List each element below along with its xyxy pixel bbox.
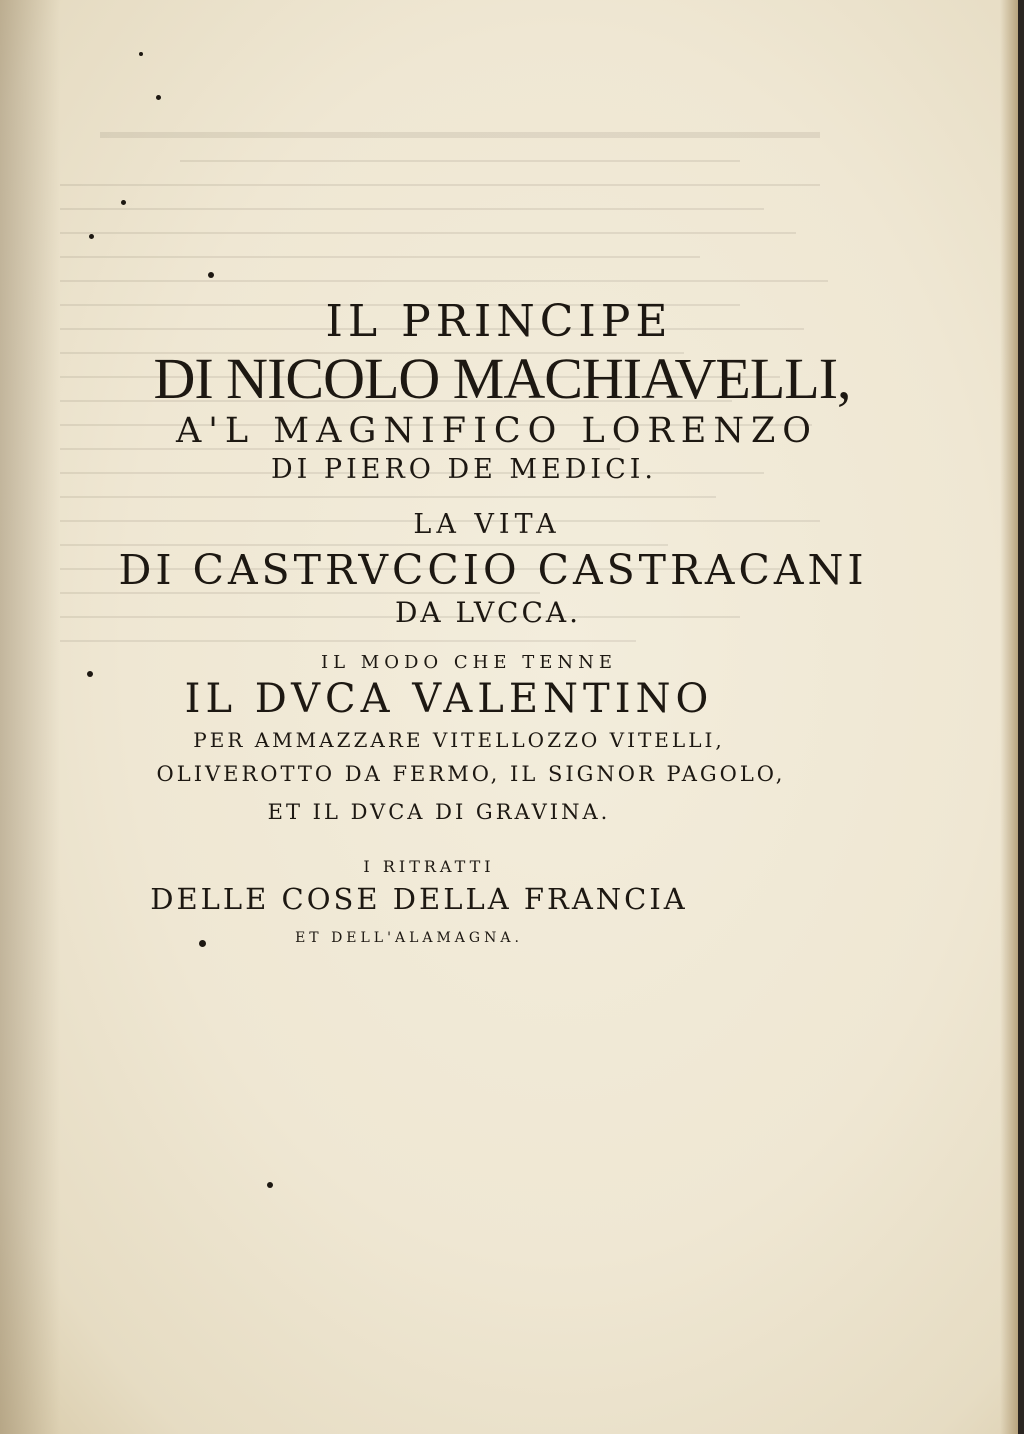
title-line-duca-valentino: IL DVCA VALENTINO <box>184 676 714 722</box>
title-line-il-modo: IL MODO CHE TENNE <box>321 652 617 673</box>
title-line-oliverotto: OLIVEROTTO DA FERMO, IL SIGNOR PAGOLO, <box>156 762 786 786</box>
title-line-dedicatee: DI PIERO DE MEDICI. <box>271 454 657 485</box>
title-line-lucca: DA LVCCA. <box>394 596 582 629</box>
ink-speck <box>121 200 126 205</box>
title-line-vitellozzo: PER AMMAZZARE VITELLOZZO VITELLI, <box>193 728 725 752</box>
ink-speck <box>89 234 94 239</box>
ink-speck <box>208 272 214 278</box>
ink-speck <box>87 671 93 677</box>
title-line-il-principe: IL PRINCIPE <box>325 296 673 347</box>
title-line-castruccio: DI CASTRVCCIO CASTRACANI <box>118 546 868 594</box>
title-line-ritratti: I RITRATTI <box>363 857 495 876</box>
title-line-gravina: ET IL DVCA DI GRAVINA. <box>267 800 611 824</box>
page-edge <box>1000 0 1018 1434</box>
title-line-la-vita: LA VITA <box>413 509 561 540</box>
ink-speck <box>156 95 161 100</box>
title-line-dedication: A'L MAGNIFICO LORENZO <box>176 411 818 451</box>
title-line-author: DI NICOLO MACHIAVELLI, <box>153 346 851 411</box>
ink-speck <box>267 1182 273 1188</box>
title-line-francia: DELLE COSE DELLA FRANCIA <box>150 882 688 916</box>
title-line-alamagna: ET DELL'ALAMAGNA. <box>295 930 523 946</box>
ink-speck <box>199 940 206 947</box>
ink-speck <box>139 52 143 56</box>
